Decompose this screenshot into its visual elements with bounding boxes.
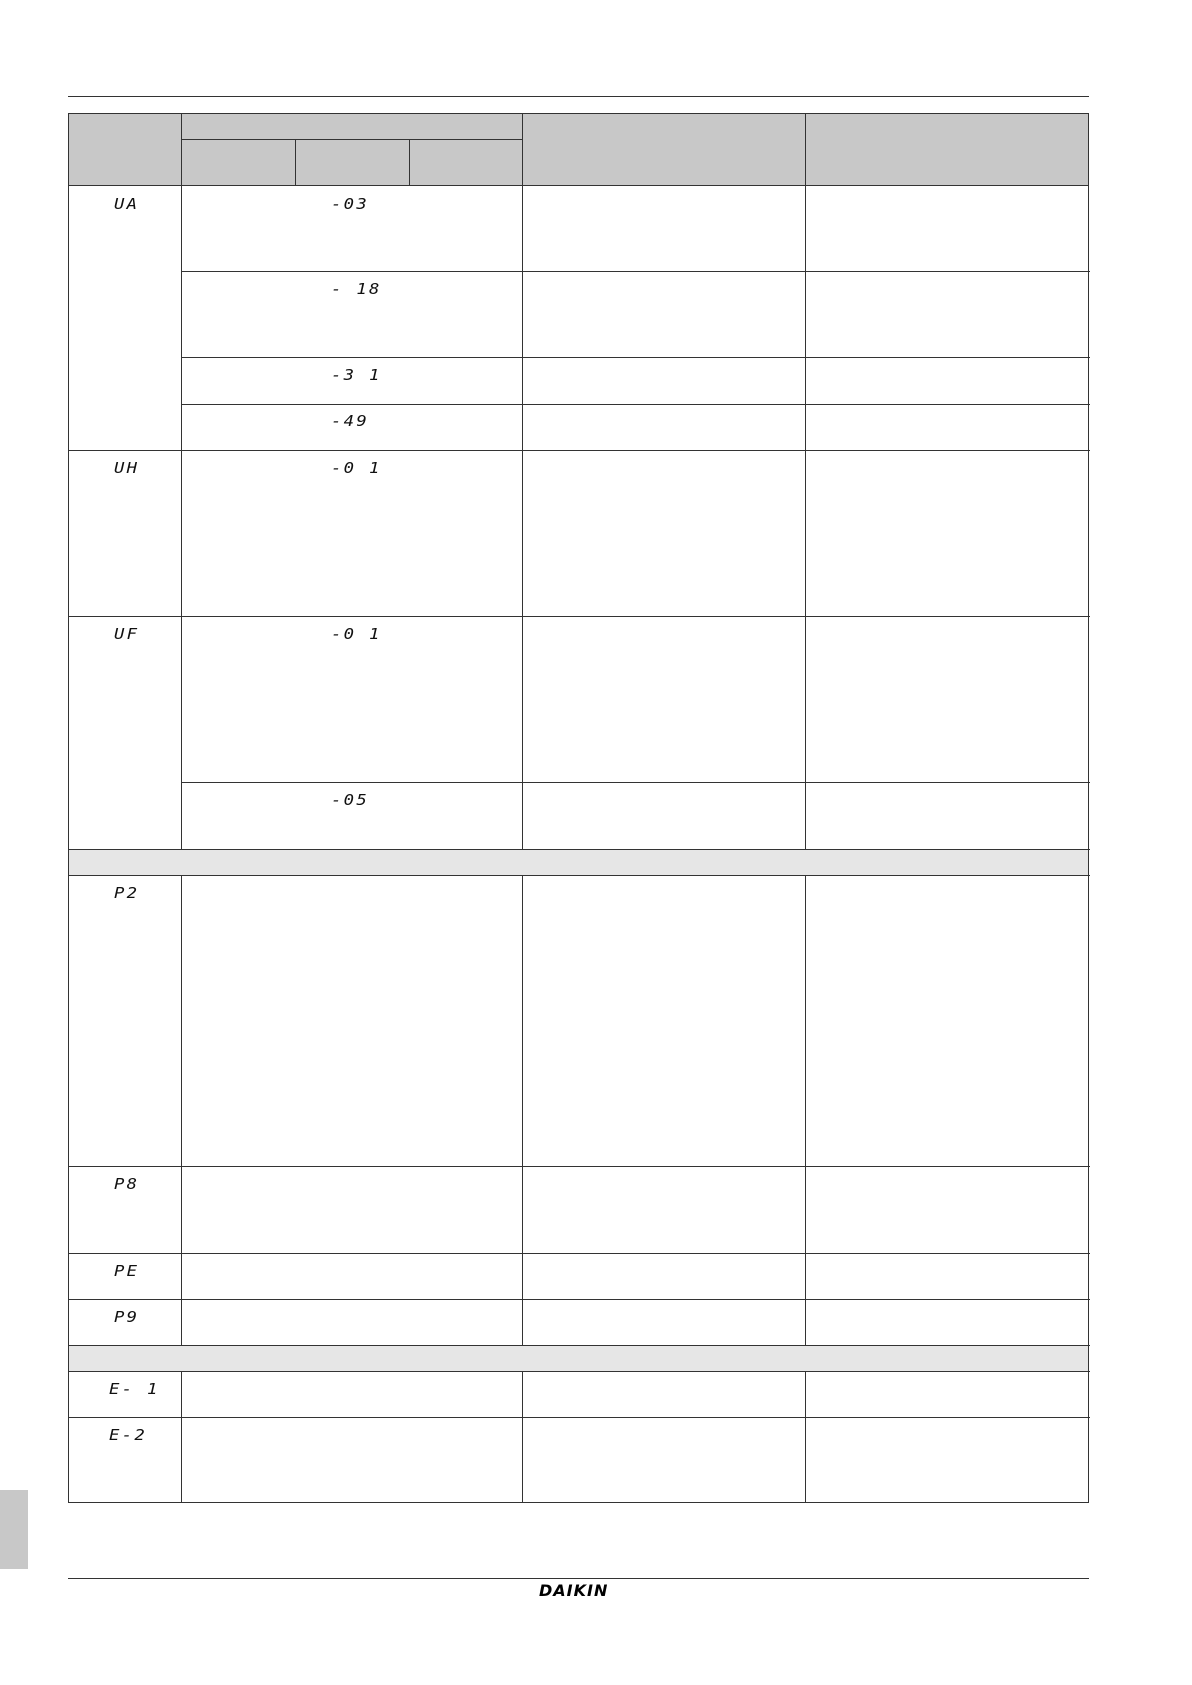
grid-line	[409, 139, 410, 186]
grid-line	[69, 616, 1090, 617]
grid-line	[69, 450, 1090, 451]
error-code: PE	[114, 1262, 140, 1280]
side-tab	[0, 1490, 28, 1569]
error-code: P9	[114, 1308, 140, 1326]
sub-code: -0 1	[331, 459, 382, 477]
grid-line	[181, 139, 522, 140]
error-code: UA	[114, 195, 140, 213]
error-code-table	[68, 113, 1089, 1503]
grid-line	[522, 186, 523, 1502]
sub-code: - 18	[331, 280, 382, 298]
grid-line	[69, 1299, 1090, 1300]
error-code: P8	[114, 1175, 140, 1193]
grid-line	[69, 1417, 1090, 1418]
error-code: P2	[114, 884, 140, 902]
error-code: UF	[114, 625, 140, 643]
sub-code: -03	[331, 195, 370, 213]
table-header	[69, 114, 1088, 186]
grid-line	[181, 404, 1090, 405]
footer-rule	[68, 1578, 1089, 1579]
sub-code: -3 1	[331, 366, 382, 384]
section-band	[69, 1346, 1088, 1371]
section-band	[69, 850, 1088, 875]
sub-code: -0 1	[331, 625, 382, 643]
error-code: E- 1	[109, 1380, 160, 1398]
grid-line	[181, 1371, 182, 1502]
grid-line	[69, 1166, 1090, 1167]
grid-line	[181, 271, 1090, 272]
grid-line	[181, 875, 182, 1346]
sub-code: -05	[331, 791, 370, 809]
daikin-logo: DAIKIN	[539, 1581, 609, 1600]
grid-line	[69, 1371, 1090, 1372]
grid-line	[69, 1253, 1090, 1254]
header-rule	[68, 96, 1089, 97]
error-code: UH	[114, 459, 140, 477]
sub-code: -49	[331, 412, 370, 430]
grid-line	[181, 357, 1090, 358]
grid-line	[522, 114, 523, 186]
grid-line	[805, 114, 806, 186]
grid-line	[805, 186, 806, 1502]
error-code: E-2	[109, 1426, 148, 1444]
grid-line	[295, 139, 296, 186]
grid-line	[181, 782, 1090, 783]
grid-line	[69, 875, 1090, 876]
